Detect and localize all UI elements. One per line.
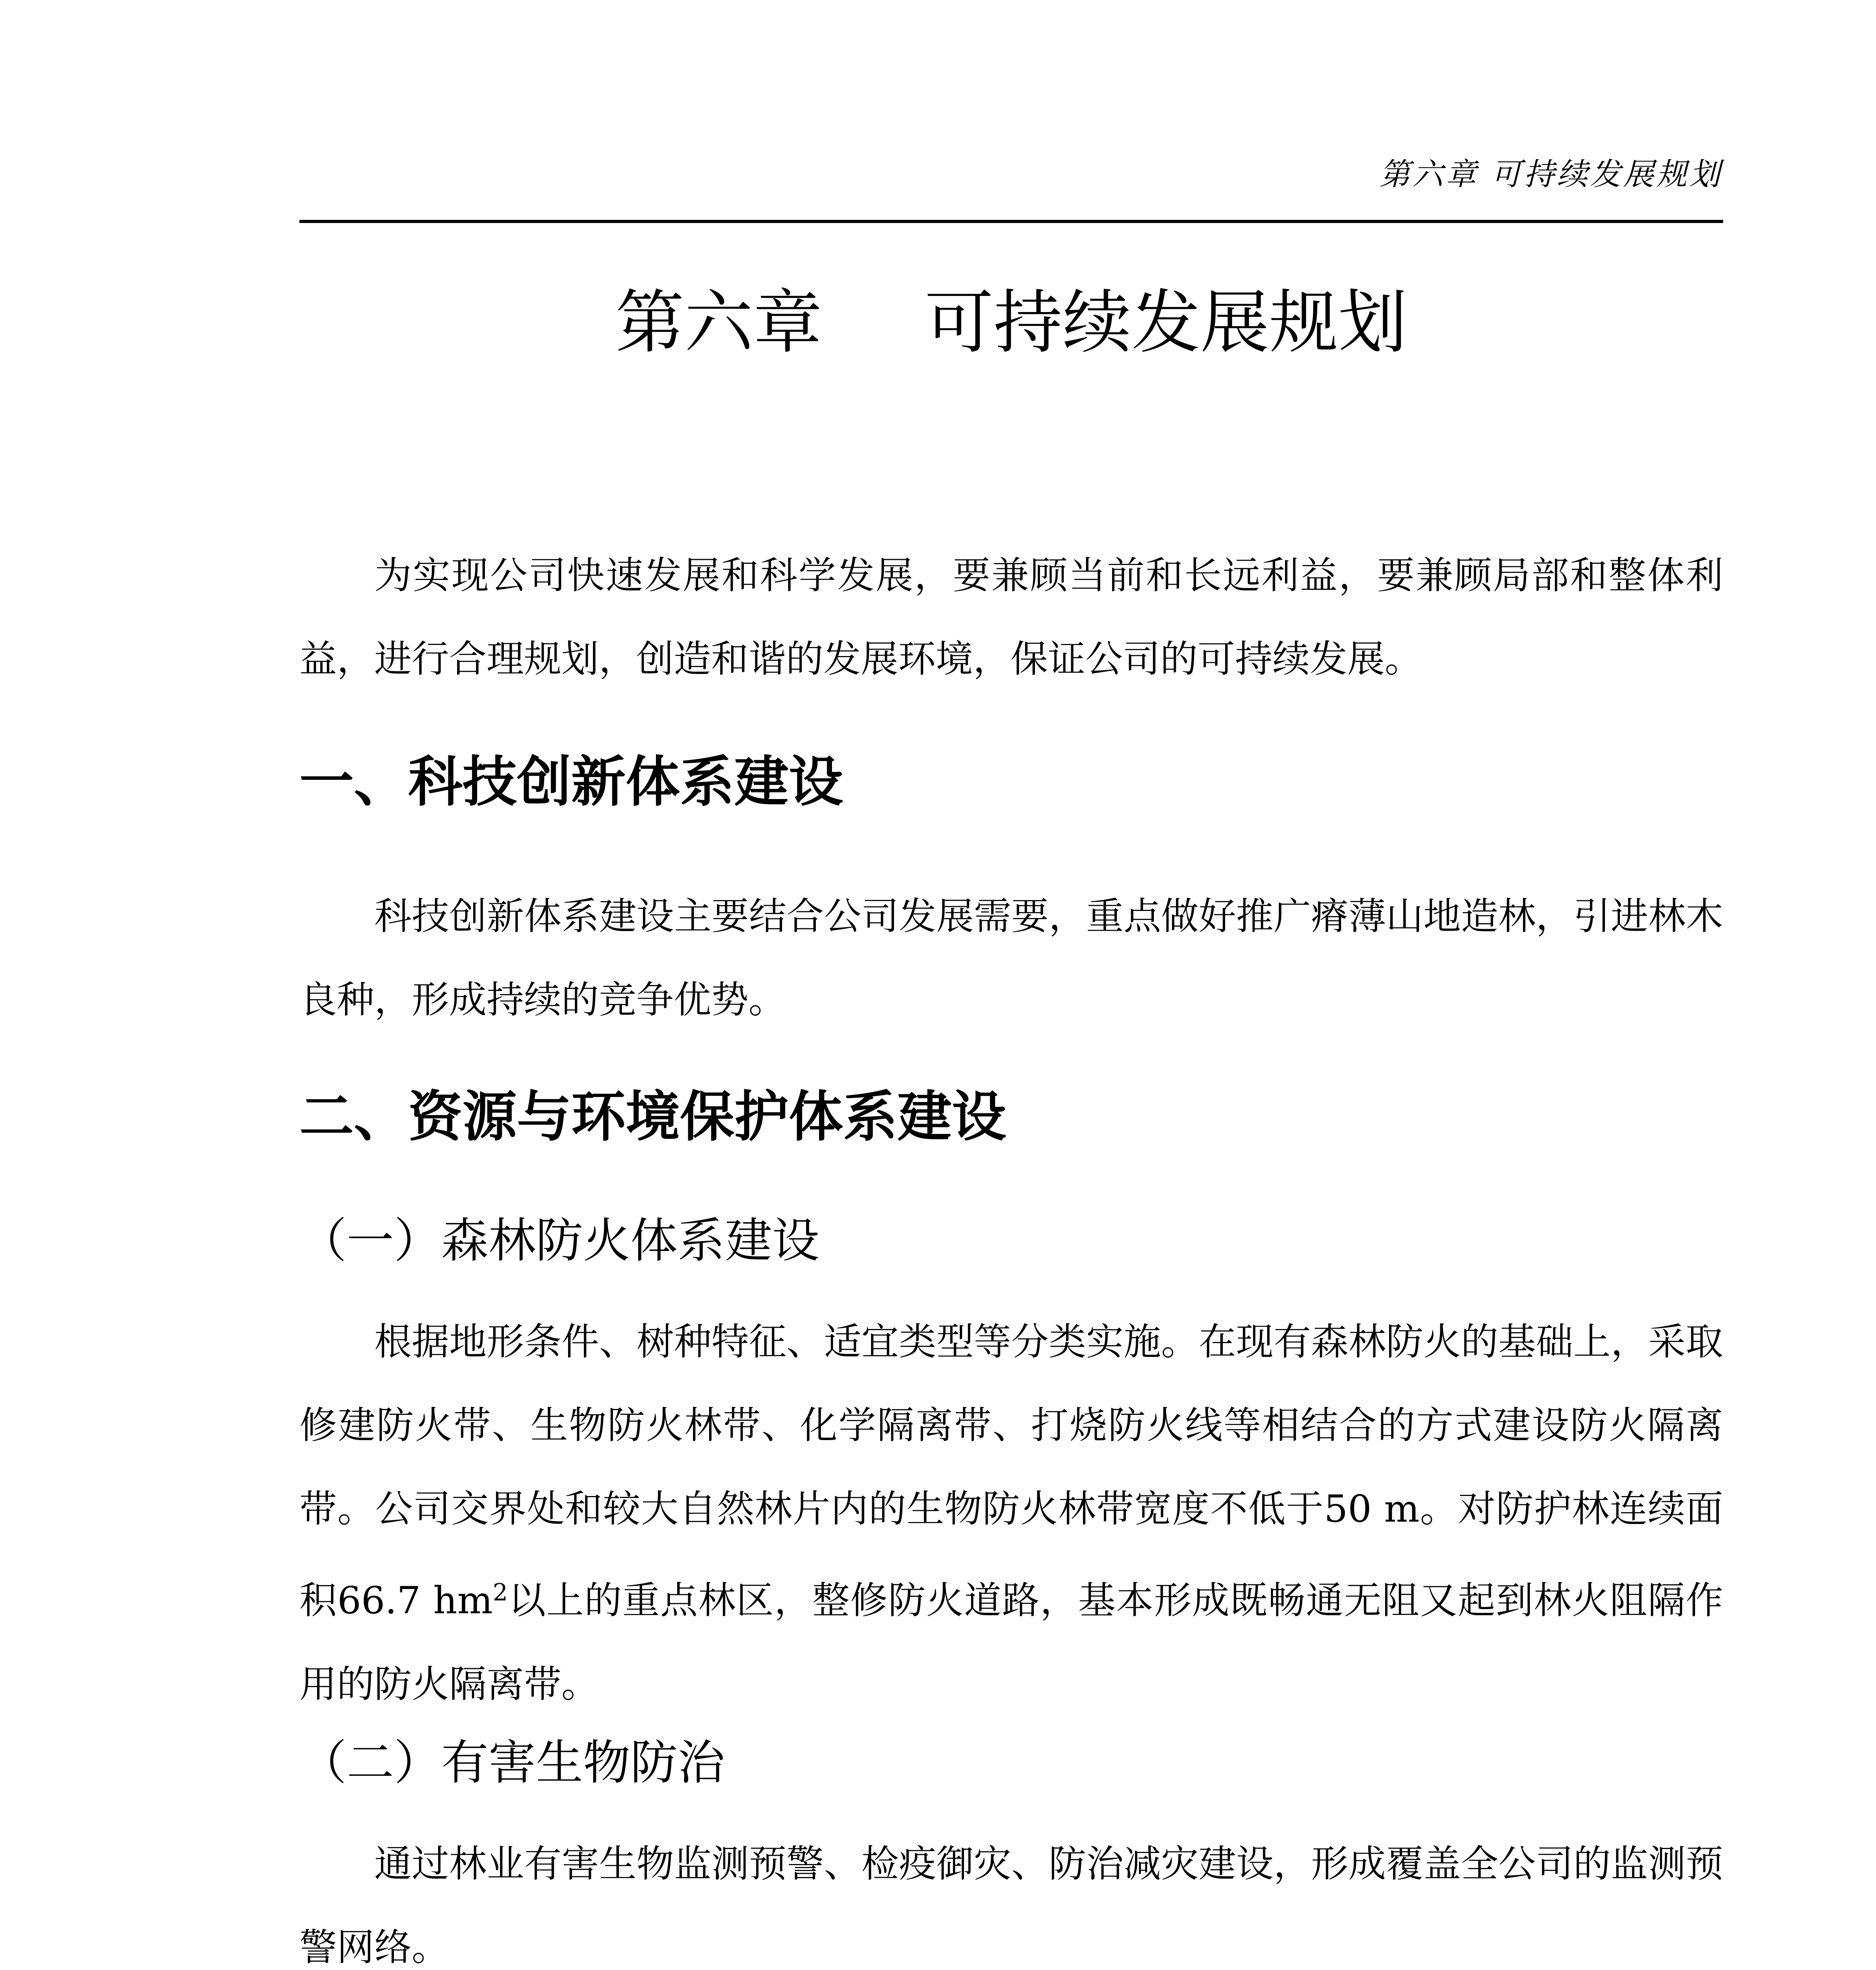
fire-prevention-paragraph (299, 1300, 1723, 1726)
section-heading-1: 一、科技创新体系建设 (299, 750, 843, 814)
fire-text-a: 根据地形条件、树种特征、适宜类型等分类实施。在现有森林防火的基础上，采取修建防火带、生物防火林带、化学隔离带、打烧防火线等相结合的方式建设防火隔离带。公司交界处和较大自然林片内的生物防火林带宽度不低于 (299, 1320, 1723, 1531)
area-value: 66.7 hm (337, 1579, 493, 1622)
belt-width-value: 50 m (1324, 1487, 1420, 1531)
chapter-name: 可持续发展规划 (925, 283, 1407, 363)
chapter-title (299, 276, 1723, 370)
subsection-heading-fire: （一）森林防火体系建设 (299, 1214, 819, 1268)
fire-text-b: 。对防护林连续面积 (299, 1487, 1723, 1622)
chapter-number: 第六章 (615, 283, 822, 363)
section-heading-2: 二、资源与环境保护体系建设 (299, 1085, 1007, 1149)
section1-paragraph: 科技创新体系建设主要结合公司发展需要，重点做好推广瘠薄山地造林，引进林木良种，形成持续的竞争优势。 (299, 895, 1723, 1022)
pest-control-paragraph: 通过林业有害生物监测预警、检疫御灾、防治减灾建设，形成覆盖全公司的监测预警网络。 (299, 1842, 1723, 1969)
area-unit-superscript: 2 (492, 1579, 508, 1606)
header-rule (299, 220, 1723, 223)
fire-text-c: 以上的重点林区，整修防火道路，基本形成既畅通无阻又起到林火阻隔作用的防火隔离带。 (299, 1579, 1723, 1706)
intro-paragraph: 为实现公司快速发展和科学发展，要兼顾当前和长远利益，要兼顾局部和整体利益，进行合理规划，创造和谐的发展环境，保证公司的可持续发展。 (299, 554, 1723, 681)
subsection-heading-pest: （二）有害生物防治 (299, 1736, 725, 1790)
running-header: 第六章 可持续发展规划 (1379, 157, 1722, 192)
